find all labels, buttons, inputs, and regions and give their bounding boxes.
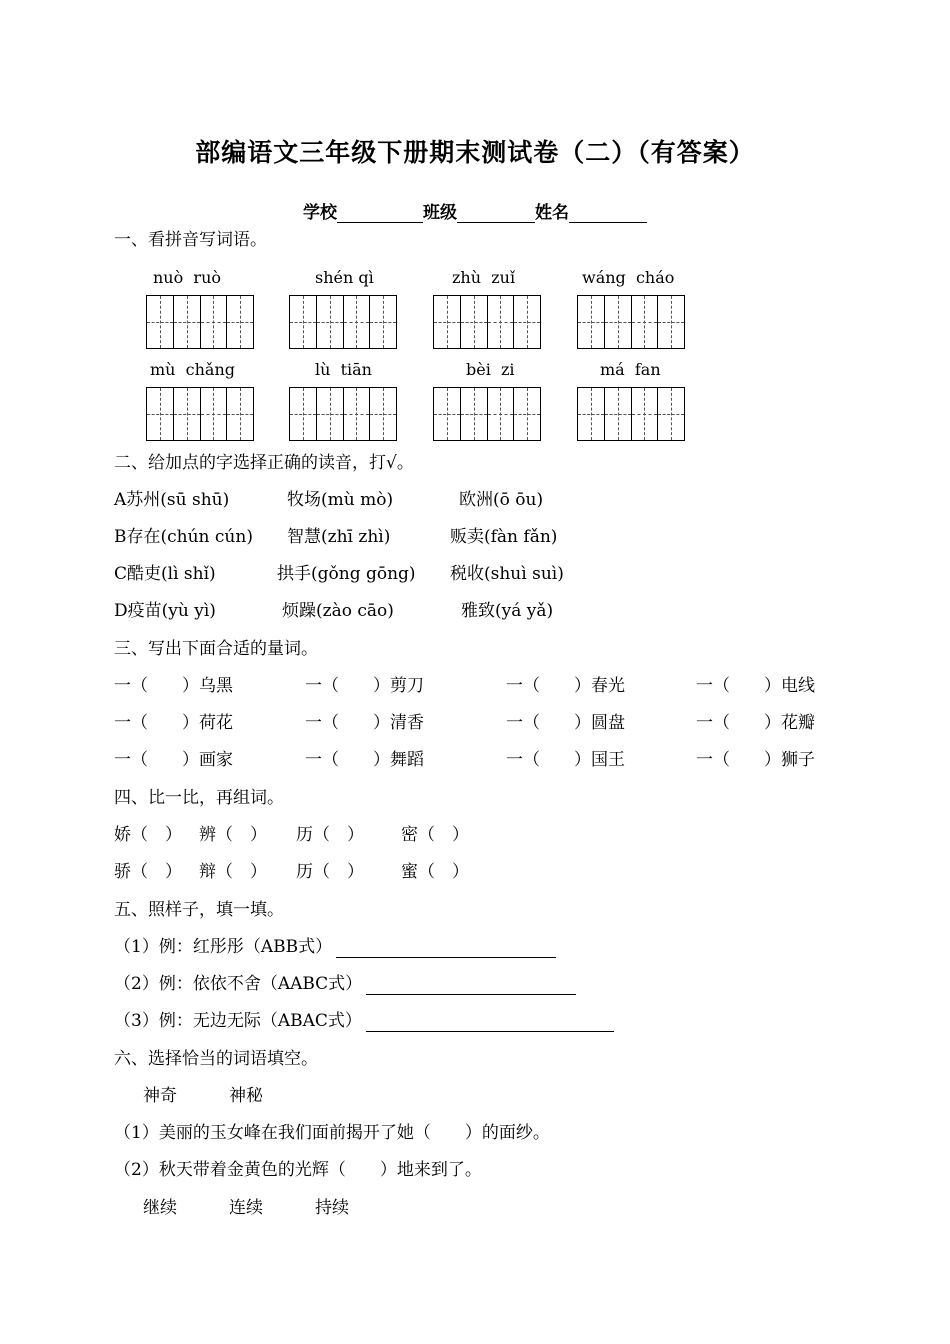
writing-grid[interactable] [577,387,685,441]
pinyin-label: má fan [600,360,661,379]
measure-word-item[interactable]: 一（ ）清香 [305,713,424,733]
pronunciation-option[interactable]: 牧场(mù mò) [287,490,394,510]
measure-word-item[interactable]: 一（ ）国王 [506,750,625,770]
pattern-item [114,936,556,958]
compare-word-item[interactable]: 辩（ ） [199,862,267,882]
compare-word-item[interactable]: 娇（ ） [114,825,182,845]
writing-grid[interactable] [289,295,397,349]
pattern-item [114,973,576,995]
pattern-example: （1）例：红彤彤（ABB式） [114,937,333,957]
page-title: 部编语文三年级下册期末测试卷（二）（有答案） [195,138,755,167]
measure-word-item[interactable]: 一（ ）舞蹈 [305,750,424,770]
section-2-heading: 二、给加点的字选择正确的读音，打√。 [114,453,414,473]
compare-word-item[interactable]: 骄（ ） [114,862,182,882]
measure-word-item[interactable]: 一（ ）狮子 [696,750,815,770]
word-choice: 神秘 [229,1086,263,1106]
pattern-example: （2）例：依依不舍（AABC式） [114,974,363,994]
pinyin-label: nuò ruò [153,268,221,287]
fill-question[interactable]: （1）美丽的玉女峰在我们面前揭开了她（ ）的面纱。 [114,1123,550,1143]
word-choice: 连续 [229,1198,263,1218]
pronunciation-option[interactable]: 税收(shuì suì) [450,564,564,584]
section-5-heading: 五、照样子，填一填。 [114,900,284,920]
pronunciation-option[interactable]: B存在(chún cún) [114,527,253,547]
section-3-heading: 三、写出下面合适的量词。 [114,639,318,659]
answer-blank[interactable] [366,1013,614,1032]
pinyin-label: shén qì [315,268,374,287]
section-6-heading: 六、选择恰当的词语填空。 [114,1049,318,1069]
compare-word-item[interactable]: 密（ ） [401,825,469,845]
student-info [0,198,950,223]
writing-grid[interactable] [289,387,397,441]
pronunciation-option[interactable]: 贩卖(fàn fǎn) [450,527,558,547]
pronunciation-option[interactable]: 烦躁(zào cāo) [282,601,394,621]
name-label: 姓名 [535,203,569,223]
pinyin-label: wáng cháo [582,268,675,287]
measure-word-item[interactable]: 一（ ）剪刀 [305,676,424,696]
pinyin-label: lù tiān [315,360,372,379]
writing-grid[interactable] [146,295,254,349]
section-1-heading: 一、看拼音写词语。 [114,230,267,250]
class-field[interactable] [457,204,535,223]
measure-word-item[interactable]: 一（ ）圆盘 [506,713,625,733]
compare-word-item[interactable]: 历（ ） [296,825,364,845]
pattern-item [114,1010,614,1032]
pronunciation-option[interactable]: 拱手(gǒng gōng) [277,564,416,584]
school-field[interactable] [337,204,423,223]
pronunciation-option[interactable]: A苏州(sū shū) [114,490,230,510]
pinyin-label: zhù zuǐ [452,268,516,287]
pronunciation-option[interactable]: 欧洲(ō ōu) [459,490,544,510]
measure-word-item[interactable]: 一（ ）荷花 [114,713,233,733]
measure-word-item[interactable]: 一（ ）花瓣 [696,713,815,733]
fill-question[interactable]: （2）秋天带着金黄色的光辉（ ）地来到了。 [114,1160,482,1180]
pronunciation-option[interactable]: 雅致(yá yǎ) [461,601,554,621]
name-field[interactable] [569,204,647,223]
pinyin-label: bèi zi [466,360,515,379]
answer-blank[interactable] [366,976,576,995]
writing-grid[interactable] [433,387,541,441]
writing-grid[interactable] [146,387,254,441]
section-4-heading: 四、比一比，再组词。 [114,788,284,808]
pronunciation-option[interactable]: C酷吏(lì shǐ) [114,564,216,584]
word-choice: 继续 [143,1198,177,1218]
answer-blank[interactable] [336,939,556,958]
pronunciation-option[interactable]: D疫苗(yù yì) [114,601,216,621]
pronunciation-option[interactable]: 智慧(zhī zhì) [287,527,391,547]
compare-word-item[interactable]: 历（ ） [296,862,364,882]
class-label: 班级 [423,203,457,223]
measure-word-item[interactable]: 一（ ）画家 [114,750,233,770]
pattern-example: （3）例：无边无际（ABAC式） [114,1011,362,1031]
school-label: 学校 [303,203,337,223]
measure-word-item[interactable]: 一（ ）电线 [696,676,815,696]
compare-word-item[interactable]: 辨（ ） [199,825,267,845]
word-choice: 神奇 [143,1086,177,1106]
measure-word-item[interactable]: 一（ ）乌黑 [114,676,233,696]
measure-word-item[interactable]: 一（ ）春光 [506,676,625,696]
pinyin-label: mù chǎng [150,360,235,379]
writing-grid[interactable] [433,295,541,349]
writing-grid[interactable] [577,295,685,349]
word-choice: 持续 [315,1198,349,1218]
compare-word-item[interactable]: 蜜（ ） [401,862,469,882]
